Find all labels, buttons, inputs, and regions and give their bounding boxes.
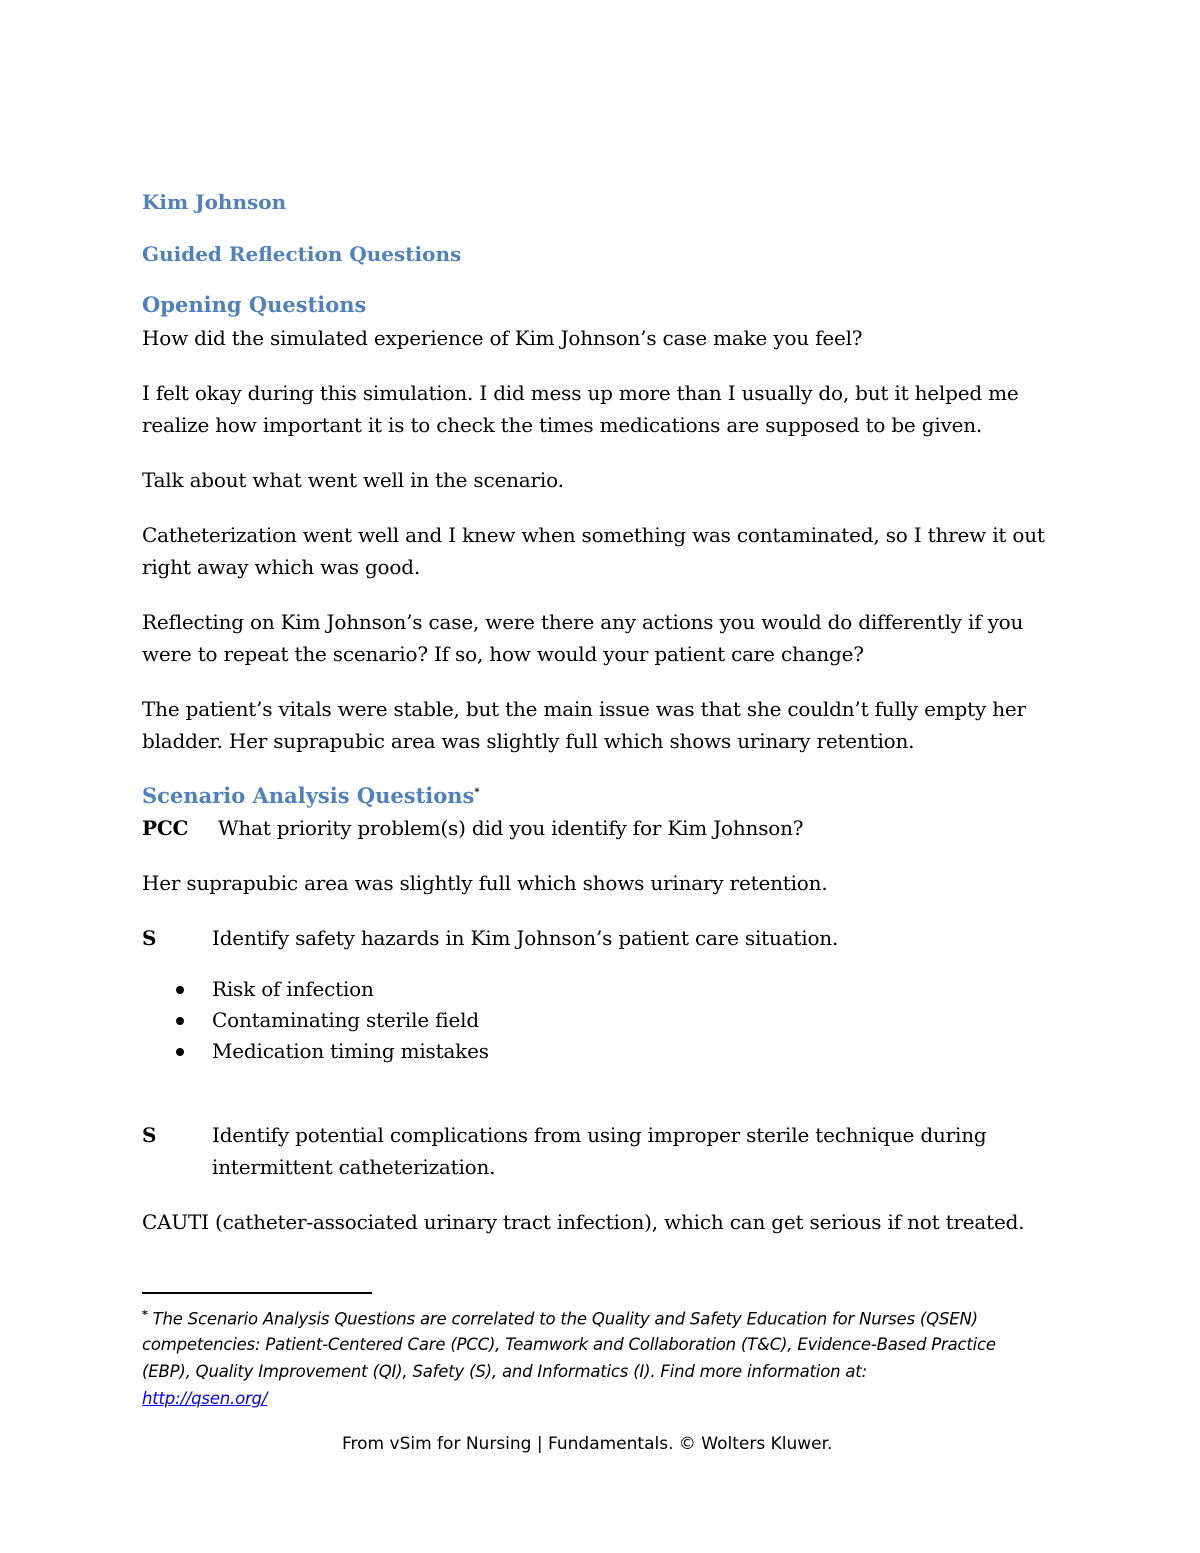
qsen-link[interactable]: http://qsen.org/ bbox=[142, 1389, 268, 1408]
opening-question-1: How did the simulated experience of Kim Johnson’s case make you feel? bbox=[142, 326, 863, 350]
page-footer: From vSim for Nursing | Fundamentals. © Wolters Kluwer. bbox=[342, 1434, 833, 1454]
section-title: Guided Reflection Questions bbox=[142, 242, 462, 266]
footnote-line-3: (EBP), Quality Improvement (QI), Safety (S), and Informatics (I). Find more information at: bbox=[142, 1362, 867, 1381]
safety-question-1: Identify safety hazards in Kim Johnson’s patient care situation. bbox=[212, 926, 839, 950]
safety-question-2-line-2: intermittent catheterization. bbox=[212, 1155, 496, 1179]
pcc-question: What priority problem(s) did you identify for Kim Johnson? bbox=[218, 816, 804, 840]
opening-answer-2-line-2: right away which was good. bbox=[142, 555, 421, 579]
opening-question-2: Talk about what went well in the scenario. bbox=[142, 468, 564, 492]
opening-answer-2-line-1: Catheterization went well and I knew when something was contaminated, so I threw it out bbox=[142, 523, 1045, 547]
opening-question-3-line-1: Reflecting on Kim Johnson’s case, were there any actions you would do differently if you bbox=[142, 610, 1024, 634]
pcc-answer: Her suprapubic area was slightly full which shows urinary retention. bbox=[142, 871, 828, 895]
bullet-icon bbox=[176, 1017, 184, 1025]
list-item: Contaminating sterile field bbox=[212, 1008, 479, 1032]
pcc-label: PCC bbox=[142, 816, 189, 840]
list-item: Medication timing mistakes bbox=[212, 1039, 489, 1063]
opening-questions-heading: Opening Questions bbox=[142, 292, 367, 317]
opening-answer-3-line-2: bladder. Her suprapubic area was slightly full which shows urinary retention. bbox=[142, 729, 915, 753]
bullet-icon bbox=[176, 1048, 184, 1056]
opening-answer-1-line-2: realize how important it is to check the times medications are supposed to be given. bbox=[142, 413, 983, 437]
safety-label-1: S bbox=[142, 926, 157, 950]
footnote-line-2: competencies: Patient-Centered Care (PCC), Teamwork and Collaboration (T&C), Evidence-Based Practice bbox=[142, 1335, 996, 1354]
footnote-mark: * bbox=[142, 1308, 148, 1321]
safety-question-2-line-1: Identify potential complications from using improper sterile technique during bbox=[212, 1123, 987, 1147]
opening-answer-1-line-1: I felt okay during this simulation. I did mess up more than I usually do, but it helped me bbox=[142, 381, 1019, 405]
patient-name-heading: Kim Johnson bbox=[142, 190, 287, 214]
safety-label-2: S bbox=[142, 1123, 157, 1147]
opening-question-3-line-2: were to repeat the scenario? If so, how would your patient care change? bbox=[142, 642, 864, 666]
footnote-line-1: * The Scenario Analysis Questions are correlated to the Quality and Safety Education for Nurses (QSEN) bbox=[142, 1308, 978, 1329]
opening-answer-3-line-1: The patient’s vitals were stable, but the main issue was that she couldn’t fully empty her bbox=[142, 697, 1026, 721]
bullet-icon bbox=[176, 986, 184, 994]
safety-answer-2: CAUTI (catheter-associated urinary tract infection), which can get serious if not treated. bbox=[142, 1210, 1025, 1234]
list-item: Risk of infection bbox=[212, 977, 374, 1001]
footnote-separator bbox=[142, 1292, 372, 1294]
scenario-analysis-heading: Scenario Analysis Questions* bbox=[142, 783, 480, 808]
footnote-reference: * bbox=[474, 787, 480, 798]
